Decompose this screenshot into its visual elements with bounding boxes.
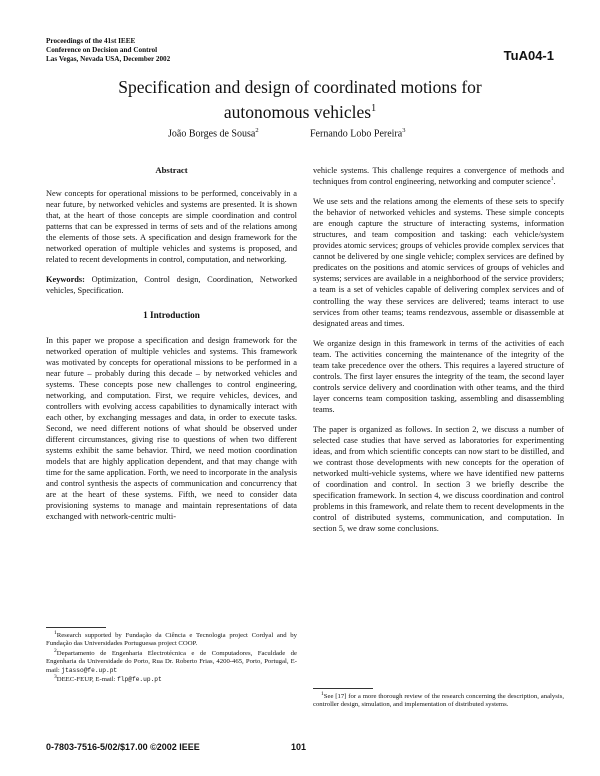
footnote-2-text: Departamento de Engenharia Electrotécnica e de Computadores, Faculdade de Engenharia da Universidade do Porto, Rua Dr. Roberto Frias, 4200-465, Porto, Portugal, E-mail: bbox=[46, 649, 297, 674]
abstract-heading: Abstract bbox=[155, 165, 188, 175]
session-code: TuA04-1 bbox=[503, 48, 554, 63]
footnote-3-text: DEEC-FEUP, E-mail: bbox=[56, 676, 116, 684]
intro-p1-cont-text: vehicle systems. This challenge requires a convergence of methods and techniques from control engineering, networking and computer science bbox=[313, 166, 564, 187]
page-number: 101 bbox=[291, 742, 307, 752]
footnote-1-text: Research supported by Fundação da Ciência e Tecnologia project Cordyal and by Fundação das Universidades Portuguesas project COOP. bbox=[46, 632, 297, 648]
intro-paragraph-4: The paper is organized as follows. In section 2, we discuss a number of selected case studies that have served as laboratories for experimenting ideas, and from which scientific concepts can now start to be distilled, and we contrast those developments with new concepts for the operation of networked multi-vehicle systems, where we have identified new patterns of coordination and control. In section 3 we briefly describe the specification framework. In section 4, we discuss coordination and control problems in this framework, and relate them to recent developments in the control of distributed systems, communication, and computation. In section 5, we draw some conclusions. bbox=[313, 424, 564, 534]
footnote-3 bbox=[46, 673, 297, 684]
author-2-name: Fernando Lobo Pereira bbox=[310, 128, 403, 140]
abstract-text: New concepts for operational missions to be performed, conceivably in a near future, by networked vehicles and systems are presented. It is shown that, at the heart of those concepts are simple coordination and control patterns that can be expressed in terms of sets and of the relations among the elements of those sets. A specification and design framework for the networked operation of multiple vehicles and systems is proposed, and related to recent developments in control, computation, and networking. bbox=[46, 189, 297, 265]
intro-p1-footnote-mark: 1 bbox=[550, 176, 554, 183]
left-column bbox=[46, 162, 297, 531]
title-line-2 bbox=[40, 98, 560, 123]
author-1-mark: 2 bbox=[255, 127, 259, 134]
author-2 bbox=[310, 127, 405, 139]
footnote-3-mark: 3 bbox=[54, 673, 57, 680]
author-1 bbox=[168, 127, 259, 139]
proceedings-line-3: Las Vegas, Nevada USA, December 2002 bbox=[46, 55, 171, 63]
right-column bbox=[313, 165, 564, 543]
title-line-2-text: autonomous vehicles bbox=[223, 101, 372, 122]
footnote-rule-right bbox=[313, 688, 373, 689]
keywords-text: Optimization, Control design, Coordination, Networked vehicles, Specification. bbox=[46, 275, 298, 296]
footnote-1-mark: 1 bbox=[54, 629, 57, 636]
intro-paragraph-1-continued bbox=[313, 165, 564, 187]
footnote-2-email: jtasso@fe.up.pt bbox=[61, 666, 118, 674]
proceedings-line-1: Proceedings of the 41st IEEE bbox=[46, 37, 136, 45]
footnote-2 bbox=[46, 647, 297, 675]
footnote-2-mark: 2 bbox=[54, 647, 57, 654]
footnote-right-mark: 1 bbox=[321, 690, 324, 697]
intro-paragraph-2: We use sets and the relations among the elements of these sets to specify the behavior of networked vehicles and systems. These simple concepts are enough capture the structure of interacting systems, information structures, and team composition and tasking: each vehicle/system provides atomic services; groups of vehicles provide complex services that cannot be delivered by one single vehicle; complex services are defined by predicates on the positions and atomic services of groups of vehicles and systems; services are available in a neighborhood of the service providers; a team is a set of vehicles capable of delivering complex services and of controlling the way these services are delivered; teams interact to use services from other teams; teams rendezvous, assemble or disassemble at designated areas and times. bbox=[313, 197, 564, 328]
footnote-3-email: flp@fe.up.pt bbox=[117, 676, 162, 684]
footnote-right-1 bbox=[313, 690, 564, 710]
footnote-right-text: See [17] for a more thorough review of the research concerning the description, analysis, controller design, simulation, and implementation of distributed systems. bbox=[313, 693, 564, 709]
section-1-heading: 1 Introduction bbox=[143, 310, 200, 321]
footnote-rule-left bbox=[46, 627, 106, 628]
footnotes-right bbox=[313, 690, 564, 711]
isbn-copyright: 0-7803-7516-5/02/$17.00 ©2002 IEEE bbox=[46, 742, 200, 752]
footnotes-left bbox=[46, 629, 297, 685]
keywords-label: Keywords: bbox=[46, 275, 85, 285]
intro-paragraph-3: We organize design in this framework in terms of the activities of each team. The activities concerning the maintenance of the integrity of the team take precedence over the others. This requires a layered structure of controls. The first layer ensures the integrity of the team, the second layer controls service delivery and coordination with other teams, and the third layer concerns team composition tasking, assembling and disassembling teams. bbox=[313, 338, 564, 414]
author-2-mark: 3 bbox=[402, 127, 406, 134]
author-1-name: João Borges de Sousa bbox=[168, 128, 256, 140]
intro-paragraph-1: In this paper we propose a specification and design framework for the networked operation of multiple vehicles and systems. This framework was motivated by concepts for operational missions to be performed in a near future – probably during this decade – by networked vehicles and systems. These concepts pose new challenges to control engineering, networking, and computation. First, we require vehicles, devices, and controllers with evolving access capabilities to dynamically interact with each other, by exchanging messages and data, in order to execute tasks. Second, we need different notions of what should be observed under different circumstances, giving rise to questions of when two different systems exhibit the same behavior. Third, we need motion coordination models that are highly application dependent, and that may change with time for the same application. Forth, we need to incorporate in the analysis and control synthesis the aspects of communication and concurrency that are at the heart of these systems. Fifth, we need to consider data provisioning systems to manage and maintain representations of data exchanged with network-centric multi- bbox=[46, 335, 297, 522]
title-footnote-mark: 1 bbox=[371, 103, 377, 114]
footnote-1 bbox=[46, 629, 297, 649]
intro-p1-cont-end: . bbox=[553, 177, 556, 187]
proceedings-header bbox=[46, 37, 346, 64]
keywords bbox=[46, 274, 297, 296]
paper-title bbox=[40, 77, 560, 123]
title-line-1: Specification and design of coordinated motions for bbox=[118, 77, 482, 97]
proceedings-line-2: Conference on Decision and Control bbox=[46, 46, 158, 54]
